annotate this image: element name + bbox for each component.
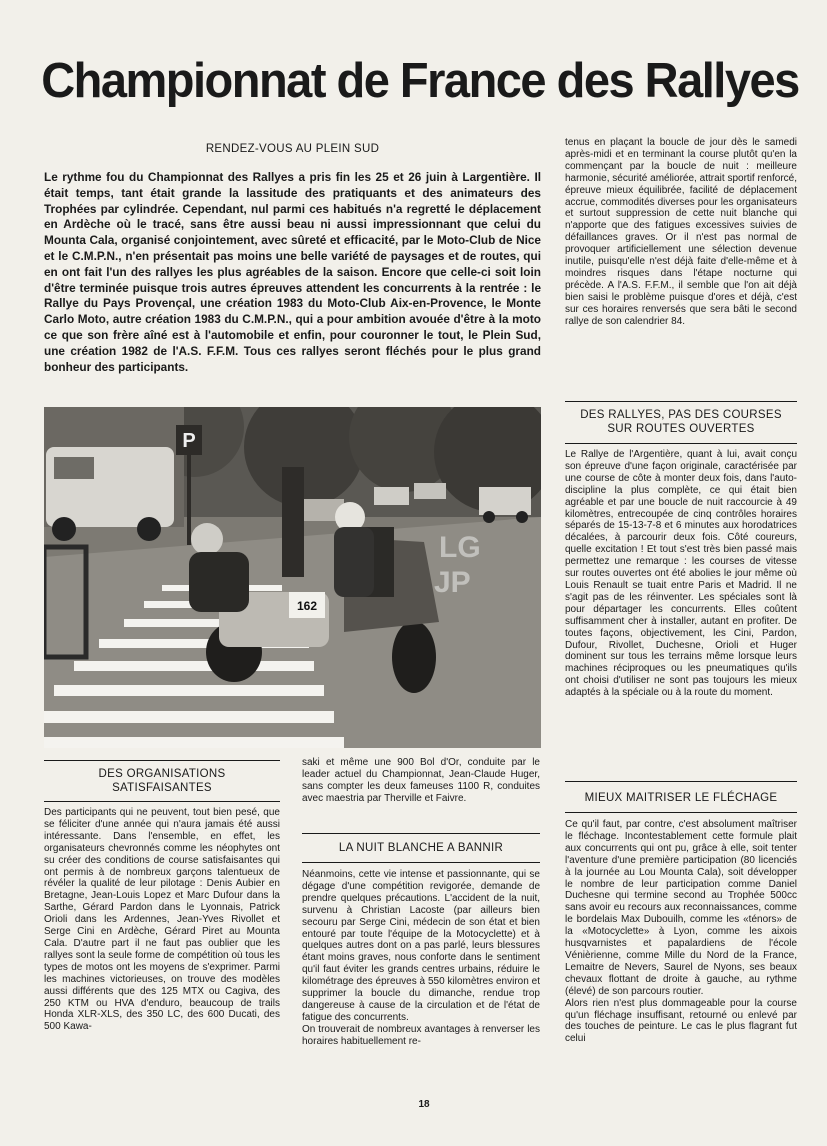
section-rule xyxy=(302,862,540,863)
section-rule xyxy=(565,401,797,402)
section-rule xyxy=(44,801,280,802)
flechage-paragraph: Ce qu'il faut, par contre, c'est absolument maîtriser le fléchage. Incontestablement cette formule plait aux concurrents qui ont pu, grâce à elle, soit tenter l'aventure d'une première participation (80 licenciés à la journée au Lou Mounta Cala), soit développer le nombre de leur participation comme Daniel Duchesne qui termine second au Trophée 500cc sans avoir eu recours aux reconnaissances, comme le bordelais Max Dubouilh, comme les «ténors» de la «Motocyclette» à Lyon, comme les aixois husqvarnistes et papalardiens de l'école Vénièrienne, comme Mille du Nord de la France, Lemaitre de Nevers, Saurel de Nyons, ses beaux chevaux flottant de droite à gauche, au rythme (élevé) de son parcours routier. Alors rien n'est plus dommageable pour la course qu'un fléchage insuffisant, retourné ou enlevé par des touches de peinture. Le cas le plus flagrant fut celui xyxy=(565,819,797,1045)
watermark-bottom: JP xyxy=(434,566,471,599)
section-rule xyxy=(565,781,797,782)
right-column-continuation: tenus en plaçant la boucle de jour dès le samedi après-midi et en terminant la course plutôt qu'en la commençant par la boucle de nuit : meilleure harmonie, sécurité améliorée, attrait sportif renforcé, épreuve mieux équilibrée, facilité de déplacement accrue, commodités diverses pour les organisateurs et surtout suppression de cette nuit blanche qui n'apporte que des fatigues excessives suivies de défaillances graves. Or il n'est pas normal de provoquer artificiellement une sélection devenue inutile, puisqu'elle n'est déjà faite d'elle-même et à moindres risques dans l'étape nocturne qui précède. A l'A.S. F.F.M., il semble que l'on ait déjà bien saisi le problème puisque d'ores et déjà, c'est sur ces horaires renversés que sera bâti le second rallye de son calendrier 84. xyxy=(565,137,797,327)
nuit-paragraph: Néanmoins, cette vie intense et passionnante, qui se dégage d'une compétition revigorée, demande de prendre quelques précautions. L'accident de la nuit, survenu à Christian Lacoste (par ailleurs bien secouru par Serge Cini, médecin de son état et bien entouré par toute l'équipe de la Motocyclette) et à quelques autres dont on a pas parlé, leurs blessures étant moins graves, nous conforte dans le sentiment qu'il faut éviter les grands centres urbains, réduire le kilométrage des épreuves à 550 kilomètres environ et supprimer la boucle du dimanche, rendue trop dangereuse à cause de la circulation et de l'état de fatigue des concurrents. On trouverait de nombreux avantages à renverser les horaires habituellement re- xyxy=(302,869,540,1047)
organisations-heading-line1: DES ORGANISATIONS xyxy=(98,768,226,780)
flechage-heading: MIEUX MAITRISER LE FLÉCHAGE xyxy=(584,792,778,804)
section-rule xyxy=(302,833,540,834)
page-title: Championnat de France des Rallyes xyxy=(41,51,799,108)
organisations-paragraph: Des participants qui ne peuvent, tout bien pesé, que se féliciter d'une année qui n'aura jamais été aussi intéressante. Dans l'ensemble, en effet, les organisateurs chevronnés comme les néophytes ont su créer des conditions de course satisfaisantes qui ont permis à de nombreux garçons talentueux de révéler la qualité de leur pilotage : Denis Aubier en Bretagne, Jean-Louis Lopez et Marc Dufour dans la Sarthe, Gérard Pardon dans le Lyonnais, Patrick Orioli dans les Ardennes, Jean-Yves Rivollet et Serge Cini en Ardèche, Gérard Piret au Mounta Cala. D'autre part il ne faut pas oublier que les rallyes sont la seule forme de compétition où tous les types de motos ont les moyens de s'exprimer. Parmi les machines victorieuses, on trouve des modèles aussi différents que des 125 MTX ou Cagiva, des 250 KTM ou HVA d'enduro, beaucoup de trails Honda XLR-XLS, des 350 LC, des 600 Ducati, des 500 Kawa- xyxy=(44,807,280,1033)
watermark-top: LG xyxy=(439,531,481,564)
rallyes-paragraph: Le Rallye de l'Argentière, quant à lui, avait conçu son épreuve d'une façon originale, caractérisée par une course de côte à monter deux fois, dans l'auto-discipline la plus complète, ce qui était bien agréable et par une boucle de nuit raccourcie à 49 kilomètres, entrecoupée de cinq contrôles horaires séparés de 15-13-7-8 et 6 minutes aux horodatrices décalées, à parcourir deux fois. Côté coureurs, quelle excitation ! Et tout s'est très bien passé mais permettez une remarque : les courses de vitesse sur routes ouvertes ont été abolies le jour même où Louis Renault se tuait entre Paris et Madrid. Il ne s'agit pas de les réinventer. Les spéciales sont là pour départager les concurrents. Elles coûtent suffisamment cher à installer, autant en profiter. De toutes façons, objectivement, les Cini, Pardon, Dufour, Rivollet, Duchesne, Orioli et Huger dominent sur tous les terrains même lorsque leurs machines réciproques ou les pneumatiques qu'ils ont choisi d'utiliser ne sont pas toujours les mieux adaptés à la spéciale ou à la route du moment. xyxy=(565,449,797,699)
rally-photo xyxy=(44,407,541,748)
section-rule xyxy=(44,760,280,761)
parking-sign: P xyxy=(182,430,196,452)
page-number: 18 xyxy=(418,1099,430,1110)
intro-heading: RENDEZ-VOUS AU PLEIN SUD xyxy=(205,143,380,155)
section-rule xyxy=(565,812,797,813)
organisations-heading-line2: SATISFAISANTES xyxy=(112,782,212,794)
section-rule xyxy=(565,443,797,444)
rallyes-heading-line1: DES RALLYES, PAS DES COURSES xyxy=(580,409,782,421)
nuit-heading: LA NUIT BLANCHE A BANNIR xyxy=(338,842,504,854)
middle-column-continuation: saki et même une 900 Bol d'Or, conduite par le leader actuel du Championnat, Jean-Claude Huger, sans compter les deux fameuses 1100 R, conduites avec maestria par Therville et Faivre. xyxy=(302,757,540,804)
rallyes-heading-line2: SUR ROUTES OUVERTES xyxy=(607,423,755,435)
intro-paragraph: Le rythme fou du Championnat des Rallyes a pris fin les 25 et 26 juin à Largentière. Il était temps, tant était grande la lassitude des pratiquants et des animateurs des Trophées par cylindrée. Cependant, nul parmi ces habitués n'a regretté le déplacement en Ardèche où le tracé, sans être aussi beau ni aussi impressionnant que celui du Mounta Cala, organisé conjointement, avec sûreté et efficacité, par le Moto-Club de Nice et le C.M.P.N., n'en présentait pas moins une belle variété de paysages et de routes, qui en ont fait l'un des rallyes les plus agréables de la saison. Encore que celle-ci soit loin d'être terminée puisque trois autres épreuves attendent les concurrents à la rentrée : le Rallye du Pays Provençal, une création 1983 du Moto-Club Aix-en-Provence, le Monte Carlo Moto, autre création 1983 du C.M.P.N., qui a pour ambition avouée d'être à la moto ce que son frère aîné est à l'automobile et enfin, pour couronner le tout, le Plein Sud, une création 1982 de l'A.S. F.F.M. Tous ces rallyes seront fléchés pour le plus grand bonheur des participants. xyxy=(44,170,541,374)
race-number: 162 xyxy=(296,599,318,613)
